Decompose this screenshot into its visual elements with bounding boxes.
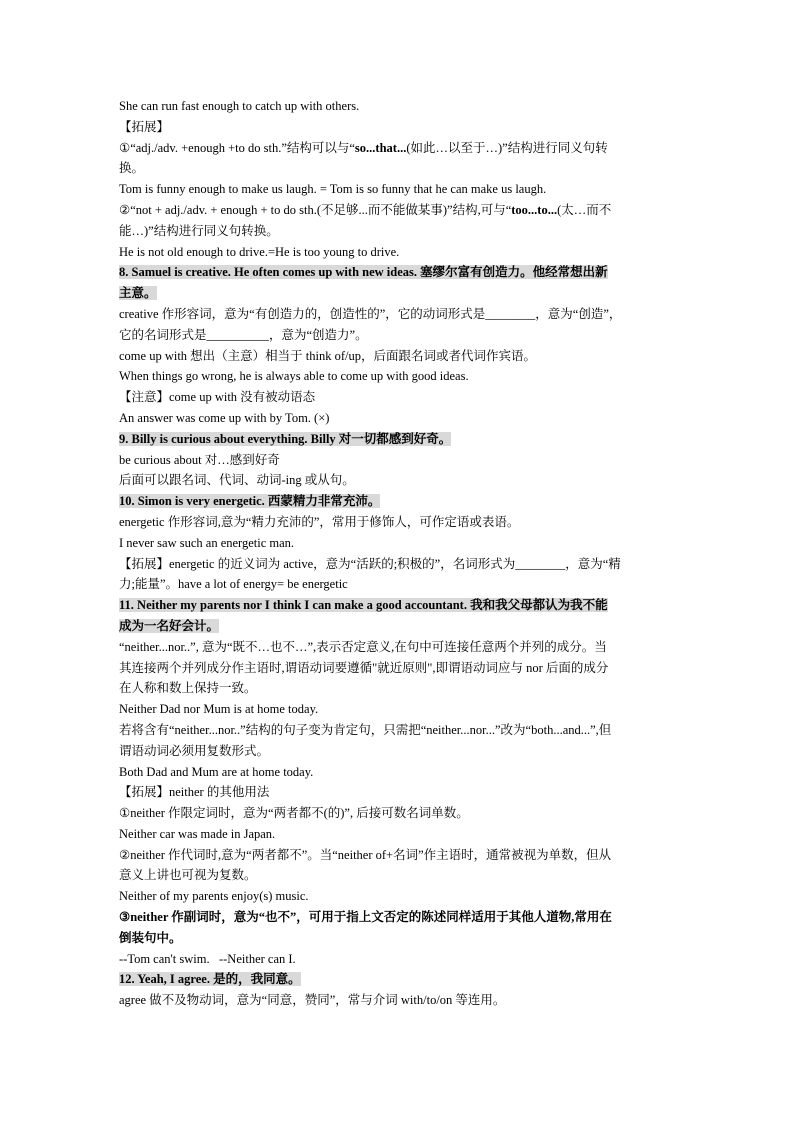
text-run: (如此…以至于…)”结构进行同义句转 xyxy=(406,140,608,155)
explanation-line: 若将含有“neither...nor..”结构的句子变为肯定句，只需把“neither...nor...”改为“both...and...”,但 xyxy=(119,722,612,737)
explanation-line: agree 做不及物动词，意为“同意，赞同”，常与介词 with/to/on 等连用。 xyxy=(119,993,506,1008)
example-sentence: Both Dad and Mum are at home today. xyxy=(119,764,314,779)
usage-point-2: ②neither 作代词时,意为“两者都不”。当“neither of+名词”作主语时，通常被视为单数，但从 xyxy=(119,847,612,862)
explanation-line: come up with 想出（主意）相当于 think of/up，后面跟名词或者代词作宾语。 xyxy=(119,348,536,363)
explanation-line: energetic 作形容词,意为“精力充沛的”，常用于修饰人，可作定语或表语。 xyxy=(119,514,520,529)
example-dialogue: --Tom can't swim. --Neither can I. xyxy=(119,951,296,966)
highlighted-text: 主意。 xyxy=(119,286,157,301)
explanation-line: be curious about 对…感到好奇 xyxy=(119,452,280,467)
example-sentence: He is not old enough to drive.=He is too young to drive. xyxy=(119,244,400,259)
usage-point-3: ③neither 作副词时，意为“也不”，可用于指上文否定的陈述同样适用于其他人道物,常用在 xyxy=(119,910,612,925)
note-heading: 【注意】come up with 没有被动语态 xyxy=(119,390,316,405)
highlighted-text: 12. Yeah, I agree. 是的，我同意。 xyxy=(119,972,301,987)
text-run: ②“not + adj./adv. + enough + to do sth.(不足够...而不能做某事)”结构,可与“ xyxy=(119,202,512,217)
highlighted-text: 9. Billy is curious about everything. Billy 对一切都感到好奇。 xyxy=(119,431,452,446)
section-11-heading xyxy=(119,595,675,616)
section-10-heading xyxy=(119,491,675,512)
explanation-line: 在人称和数上保持一致。 xyxy=(119,681,257,696)
extension-point-1 xyxy=(119,138,675,159)
extension-line: 力;能量”。have a lot of energy= be energetic xyxy=(119,577,348,592)
text-run: (太…而不 xyxy=(557,202,612,217)
example-sentence: When things go wrong, he is always able to come up with good ideas. xyxy=(119,369,469,384)
document-page xyxy=(119,96,675,1011)
bold-term: too...to... xyxy=(511,202,558,217)
usage-point-1: ①neither 作限定词时，意为“两者都不(的)”, 后接可数名词单数。 xyxy=(119,806,469,821)
highlighted-text: 11. Neither my parents nor I think I can make a good accountant. 我和我父母都认为我不能 xyxy=(119,598,608,613)
usage-point-3-cont: 倒装句中。 xyxy=(119,930,182,945)
highlighted-text: 10. Simon is very energetic. 西蒙精力非常充沛。 xyxy=(119,494,381,509)
extension-point-2 xyxy=(119,200,675,221)
bold-term: so...that... xyxy=(354,140,407,155)
explanation-line: 其连接两个并列成分作主语时,谓语动词要遵循"就近原则",即谓语动词应与 nor 后面的成分 xyxy=(119,660,609,675)
explanation-line: 后面可以跟名词、代词、动词-ing 或从句。 xyxy=(119,473,355,488)
text-run: ①“adj./adv. +enough +to do sth.”结构可以与“ xyxy=(119,140,355,155)
example-sentence: She can run fast enough to catch up with others. xyxy=(119,99,360,113)
section-11-heading-cont xyxy=(119,616,675,637)
highlighted-text: 8. Samuel is creative. He often comes up with new ideas. 塞缪尔富有创造力。他经常想出新 xyxy=(119,265,608,280)
example-sentence: An answer was come up with by Tom. (×) xyxy=(119,410,330,425)
extension-heading: 【拓展】neither 的其他用法 xyxy=(119,785,270,800)
explanation-line: creative 作形容词，意为“有创造力的，创造性的”，它的动词形式是________，意为“创造”， xyxy=(119,306,622,321)
extension-line: 【拓展】energetic 的近义词为 active，意为“活跃的;积极的”，名词形式为________，意为“精 xyxy=(119,556,621,571)
extension-point-2-cont: 能…)”结构进行同义句转换。 xyxy=(119,223,279,238)
explanation-line: “neither...nor..”, 意为“既不…也不…”,表示否定意义,在句中可连接任意两个并列的成分。当 xyxy=(119,639,607,654)
section-9-heading xyxy=(119,429,675,450)
extension-heading: 【拓展】 xyxy=(119,119,170,134)
example-sentence: Neither Dad nor Mum is at home today. xyxy=(119,702,319,717)
example-sentence: I never saw such an energetic man. xyxy=(119,535,295,550)
usage-point-2-cont: 意义上讲也可视为复数。 xyxy=(119,868,257,883)
extension-point-1-cont: 换。 xyxy=(119,161,145,176)
example-sentence: Neither of my parents enjoy(s) music. xyxy=(119,889,309,904)
section-8-heading-cont xyxy=(119,283,675,304)
highlighted-text: 成为一名好会计。 xyxy=(119,618,220,633)
explanation-line: 它的名词形式是__________，意为“创造力”。 xyxy=(119,327,368,342)
example-sentence: Neither car was made in Japan. xyxy=(119,826,276,841)
explanation-line: 谓语动词必须用复数形式。 xyxy=(119,743,270,758)
section-8-heading xyxy=(119,262,675,283)
section-12-heading xyxy=(119,969,675,990)
example-sentence: Tom is funny enough to make us laugh. = Tom is so funny that he can make us laugh. xyxy=(119,182,547,197)
